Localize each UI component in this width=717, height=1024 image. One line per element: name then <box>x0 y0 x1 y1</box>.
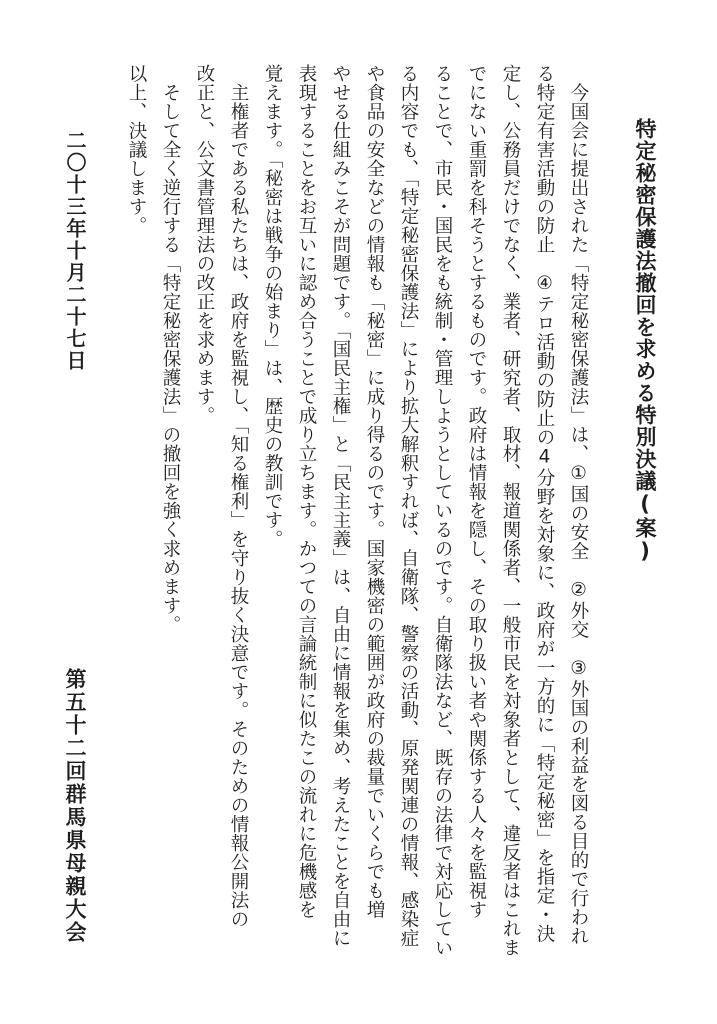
body-line: 表現することをお互いに認め合うことで成り立ちます。かつての言論統制に似たこの流れに危機感を <box>296 64 317 919</box>
body-line: やせる仕組みこそが問題です。「国民主権」と「民主主義」は、自由に情報を集め、考えたことを自由に <box>330 64 351 948</box>
body-line: 今国会に提出された「特定秘密保護法」は、①国の安全 ②外交 ③外国の利益を図る目的で行われ <box>568 64 589 946</box>
body-line: 以上、決議します。 <box>126 64 147 235</box>
body-line: る特定有害活動の防止 ④テロ活動の防止の4分野を対象に、政府が一方的に「特定秘密」を指定・決 <box>534 64 555 943</box>
body-line: 主権者である私たちは、政府を監視し、「知る権利」を守り抜く決意です。そのための情報公開法の <box>228 64 249 929</box>
body-line: や食品の安全などの情報も「秘密」に成り得るのです。国家機密の範囲が政府の裁量でいくらでも増 <box>364 64 385 919</box>
body-line: でにない重罰を科そうとするものです。政府は情報を隠し、その取り扱い者や関係する人々を監視す <box>466 64 487 919</box>
resolution-date: 二〇十三年十月二十七日 <box>63 130 87 372</box>
organization-name: 第五十二回群馬県母親大会 <box>63 668 87 944</box>
body-line: る内容でも、「特定秘密保護法」により拡大解釈すれば、自衛隊、警察の活動、原発関連の情報、感染症 <box>398 64 419 948</box>
body-line: そして全く逆行する「特定秘密保護法」の撤回を強く求めます。 <box>160 64 181 634</box>
document-title: 特定秘密保護法撤回を求める特別決議(案) <box>633 118 657 564</box>
body-line: 覚えます。「秘密は戦争の始まり」は、歴史の教訓です。 <box>262 64 283 549</box>
body-line: 改正と、公文書管理法の改正を求めます。 <box>194 64 215 425</box>
body-line: ることで、市民・国民をも統制・管理しようとしているのです。自衛隊法など、既存の法律で対応してい <box>432 64 453 957</box>
body-line: 定し、公務員だけでなく、業者、研究者、取材、報道関係者、一般市民を対象者として、違反者はこれま <box>500 64 521 957</box>
